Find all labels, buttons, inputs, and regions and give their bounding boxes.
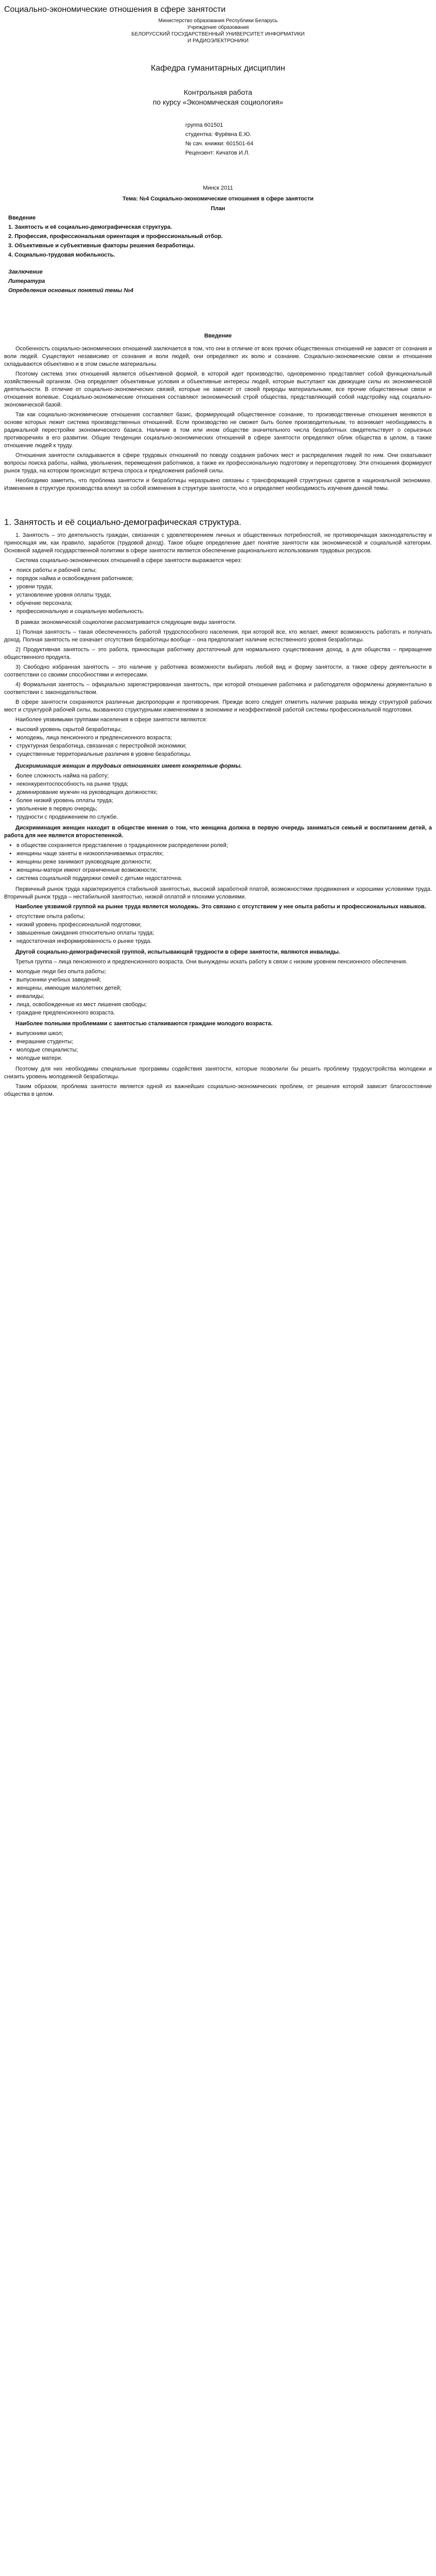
section-paragraph: Таким образом, проблема занятости является одной из важнейших социально-экономических проблем, от решения которой зависит благосостояние общества в целом. xyxy=(4,1083,432,1097)
section-paragraph: Наиболее уязвимыми группами населения в сфере занятости являются: xyxy=(15,717,207,723)
list-item: • увольнение в первую очередь; xyxy=(16,805,432,813)
list-item: • женщины-матери имеют ограниченные возможности; xyxy=(16,867,432,874)
list-item: • существенные территориальные различия в уровне безработицы. xyxy=(16,751,432,758)
toc-item: 1. Занятость и её социально-демографическая структура. xyxy=(8,224,172,230)
bullet-list xyxy=(4,842,432,883)
section-paragraph: Дискриминация женщин находит в обществе мнения о том, что женщина должна в первую очередь заниматься семьей и воспитанием детей, а работа для нее является второстепенной. xyxy=(4,825,432,839)
list-item: • молодые люди без опыта работы; xyxy=(16,968,432,976)
document-title: Социально-экономические отношения в сфере занятости xyxy=(4,5,226,14)
city-year: Минск 2011 xyxy=(203,185,233,191)
course-name: по курсу «Экономическая социология» xyxy=(152,98,284,106)
toc-literature: Литература xyxy=(8,278,45,284)
section-paragraph: Другой социально-демографической группой, испытывающей трудности в сфере занятости, являются инвалиды. xyxy=(15,949,340,955)
list-item: • недостаточная информированность о рынке труда. xyxy=(16,938,432,945)
plan-title: План xyxy=(211,206,225,212)
section-paragraph: Поэтому для них необходимы специальные программы содействия занятости, которые позволили бы решить проблему трудоустройства молодежи и снизить уровень молодежной безработицы. xyxy=(4,1066,432,1080)
topic-line: Тема: №4 Социально-экономические отношения в сфере занятости xyxy=(122,196,314,202)
section-paragraph: Первичный рынок труда характеризуется стабильной занятостью, высокой заработной платой, возможностями продвижения и хорошими условиями труда. Вторичный рынок труда – нестабильной занятостью, низкой оплатой и плохими условиями. xyxy=(4,886,432,900)
section-paragraph: Наиболее уязвимой группой на рынке труда является молодежь. Это связано с отсутствием у нее опыта работы и профессиональных навыков. xyxy=(15,904,426,910)
list-item: • молодежь, лица пенсионного и предпенсионного возраста; xyxy=(16,734,432,742)
list-item: • более сложность найма на работу; xyxy=(16,772,432,780)
section-paragraph: 2) Продуктивная занятость – это работа, приносящая работнику достаточный для нормального существования доход, а для общества – приращение общественного продукта. xyxy=(4,647,432,660)
list-item: • вчерашние студенты; xyxy=(16,1038,432,1046)
section-paragraph: В сфере занятости сохраняются различные диспропорции и противоречия. Прежде всего следует отметить наличие разрыва между структурой рабочих мест и структурой рабочей силы, вызванного структурными изменениями в экономике и неэффективной работой системы профессиональной подготовки. xyxy=(4,699,432,713)
list-item: • система социальной поддержки семей с детьми недостаточна. xyxy=(16,875,432,883)
list-item: • инвалиды; xyxy=(16,993,432,1001)
section-paragraph: В рамках экономической социологии рассматривается следующие виды занятости. xyxy=(15,619,236,625)
intro-heading: Введение xyxy=(204,333,232,339)
bullet-list xyxy=(4,567,432,616)
list-item: • женщины реже занимают руководящие должности; xyxy=(16,858,432,866)
list-item: • неконкурентоспособность на рынке труда; xyxy=(16,781,432,788)
intro-paragraph: Отношения занятости складываются в сфере трудовых отношений по поводу создания рабочих мест и распределения людей по ним. Они охватывают вопросы поиска работы, найма, увольнения, перемещения работников, а также их профессиональную подготовку и переподготовку. Эти отношения формируют рынок труда, на котором происходит встреча спроса и предложения рабочей силы. xyxy=(4,452,432,474)
list-item: • завышенные ожидания относительно оплаты труда; xyxy=(16,929,432,937)
toc-definitions: Определения основных понятий темы №4 xyxy=(8,287,133,294)
department-name: Кафедра гуманитарных дисциплин xyxy=(151,64,285,73)
section-paragraph: 1. Занятость – это деятельность граждан, связанная с удовлетворением личных и общественных потребностей, не противоречащая законодательству и приносящая им, как правило, заработок (трудовой доход). Такое общее определение дает понятие занятости как экономической и социальной категории. Основной задачей государственной политики в сфере занятости является обеспечение рационального использования трудовых ресурсов. xyxy=(4,532,432,554)
intro-paragraph: Так как социально-экономические отношения составляют базис, формирующий общественное сознание, то производственные отношения меняются в основе которых лежит система производственных отношений. Если производство не сможет быть более производительным, то возникает необходимость в радикальной перестройке экономического базиса. Наличие в том или ином обществе значительного числа безработных свидетельствует о серьезных противоречиях в его развитии. Общие тенденции социально-экономических отношений в сфере занятости определяют облик общества в целом, а также отношение людей к труду. xyxy=(4,412,432,449)
toc-conclusion: Заключение xyxy=(8,269,43,275)
student-line: студентка: Фурёвна Е.Ю. xyxy=(185,131,252,138)
list-item: • низкий уровень профессиональной подготовки; xyxy=(16,921,432,929)
section-paragraph: Третья группа – лица пенсионного и предпенсионного возраста. Они вынуждены искать работу в связи с низким уровнем пенсионного обеспечения. xyxy=(15,959,408,965)
list-item: • высокий уровень скрытой безработицы; xyxy=(16,726,432,734)
list-item: • в обществе сохраняется представление о традиционном распределении ролей; xyxy=(16,842,432,850)
list-item: • трудности с продвижением по службе. xyxy=(16,814,432,821)
table-of-contents xyxy=(8,214,432,295)
intro-paragraph: Необходимо заметить, что проблема занятости и безработицы неразрывно связаны с трансформацией структурных сдвигов в национальной экономике. Изменения в структуре производства влекут за собой изменения в структуре занятости, что и определяет необходимость изучения данной темы. xyxy=(4,478,432,492)
toc-intro: Введение xyxy=(8,215,36,221)
list-item: • женщины, имеющие малолетних детей; xyxy=(16,985,432,992)
section-paragraph: 4) Формальная занятость – официально зарегистрированная занятость, при которой отношения работника и работодателя оформлены документально в соответствии с законодательством. xyxy=(4,682,432,696)
list-item: • обучение персонала; xyxy=(16,600,432,607)
toc-item: 2. Профессия, профессиональная ориентация и профессиональный отбор. xyxy=(8,233,223,240)
list-item: • поиск работы и рабочей силы; xyxy=(16,567,432,574)
university-line-1: БЕЛОРУССКИЙ ГОСУДАРСТВЕННЫЙ УНИВЕРСИТЕТ ИНФОРМАТИКИ xyxy=(131,31,305,37)
list-item: • доминирование мужчин на руководящих должностях; xyxy=(16,789,432,796)
institution-type: Учреждение образования xyxy=(187,25,249,30)
bullet-list xyxy=(4,968,432,1017)
ministry-line: Министерство образования Республики Беларусь xyxy=(158,18,278,24)
bullet-list xyxy=(4,913,432,945)
list-item: • молодые специалисты; xyxy=(16,1046,432,1054)
bullet-list xyxy=(4,1030,432,1062)
record-book-line: № сач. книжки: 601501-64 xyxy=(185,141,254,147)
reviewer-line: Рецензент: Кичатов И.Л. xyxy=(185,150,250,156)
list-item: • лица, освобожденные из мест лишения свободы; xyxy=(16,1001,432,1009)
student-info xyxy=(185,121,432,158)
list-item: • уровни труда; xyxy=(16,583,432,591)
section-paragraph: Система социально-экономических отношений в сфере занятости выражается через: xyxy=(15,557,242,564)
intro-paragraph: Поэтому система этих отношений является объективной формой, в которой идет производство, одновременно представляет собой функциональный хозяйственный организм. Она определяет объективные условия и объективные интересы людей, которые выступают как движущие силы их экономической деятельности. В отличие от социально-экономических связей, которые не зависят от своей природы материальными, все прочие общественные связи и отношения волевые. Социально-экономические отношения составляют экономический строй общества, представляющий собой надстройку над социально-экономической базой. xyxy=(4,371,432,408)
list-item: • структурная безработица, связанная с перестройкой экономики; xyxy=(16,742,432,750)
bullet-list xyxy=(4,726,432,758)
section-paragraph: 1) Полная занятость – такая обеспеченность работой трудоспособного населения, при которой все, кто желает, имеют возможность работать и получать доход. Полная занятость не означает отсутствия безработицы вообще – она предполагает наличие естественного уровня безработицы. xyxy=(4,629,432,643)
list-item: • профессиональную и социальную мобильность. xyxy=(16,608,432,616)
list-item: • отсутствие опыта работы; xyxy=(16,913,432,921)
list-item: • выпускники школ; xyxy=(16,1030,432,1038)
toc-item: 4. Социально-трудовая мобильность. xyxy=(8,252,115,258)
group-line: группа 601501 xyxy=(185,122,223,128)
list-item: • женщины чаще заняты в низкооплачиваемых отраслях; xyxy=(16,850,432,858)
section-paragraph: Наиболее полными проблемами с занятостью сталкиваются граждане молодого возраста. xyxy=(15,1021,273,1027)
toc-item: 3. Объективные и субъективные факторы решения безработицы. xyxy=(8,243,195,249)
cover-block xyxy=(4,18,432,107)
list-item: • выпускники учебных заведений; xyxy=(16,976,432,984)
list-item: • молодые матери. xyxy=(16,1055,432,1062)
discrimination-heading: Дискриминация женщин в трудовых отношениях имеет конкретные формы. xyxy=(15,763,242,769)
intro-paragraph: Особенность социально-экономических отношений заключается в том, что они в отличие от всех прочих общественных отношений не зависят от сознания и воли людей. Существуют независимо от сознания и воли людей, они определяют их волю и сознание. Социально-экономические связи и отношения складываются объективно и в этом смысле материальны. xyxy=(4,346,432,367)
list-item: • порядок найма и освобождения работников; xyxy=(16,575,432,583)
section-1-heading: 1. Занятость и её социально-демографическая структура. xyxy=(4,517,241,527)
work-type: Контрольная работа xyxy=(184,88,252,96)
list-item: • граждане предпенсионного возраста. xyxy=(16,1009,432,1017)
list-item: • более низкий уровень оплаты труда; xyxy=(16,797,432,805)
bullet-list xyxy=(4,772,432,821)
list-item: • установление уровня оплаты труда; xyxy=(16,591,432,599)
section-paragraph: 3) Свободно избранная занятость – это наличие у работника возможности выбирать любой вид и форму занятости, а также сферу деятельности в соответствии со своими способностями и интересами. xyxy=(4,664,432,678)
university-line-2: И РАДИОЭЛЕКТРОНИКИ xyxy=(187,38,249,44)
